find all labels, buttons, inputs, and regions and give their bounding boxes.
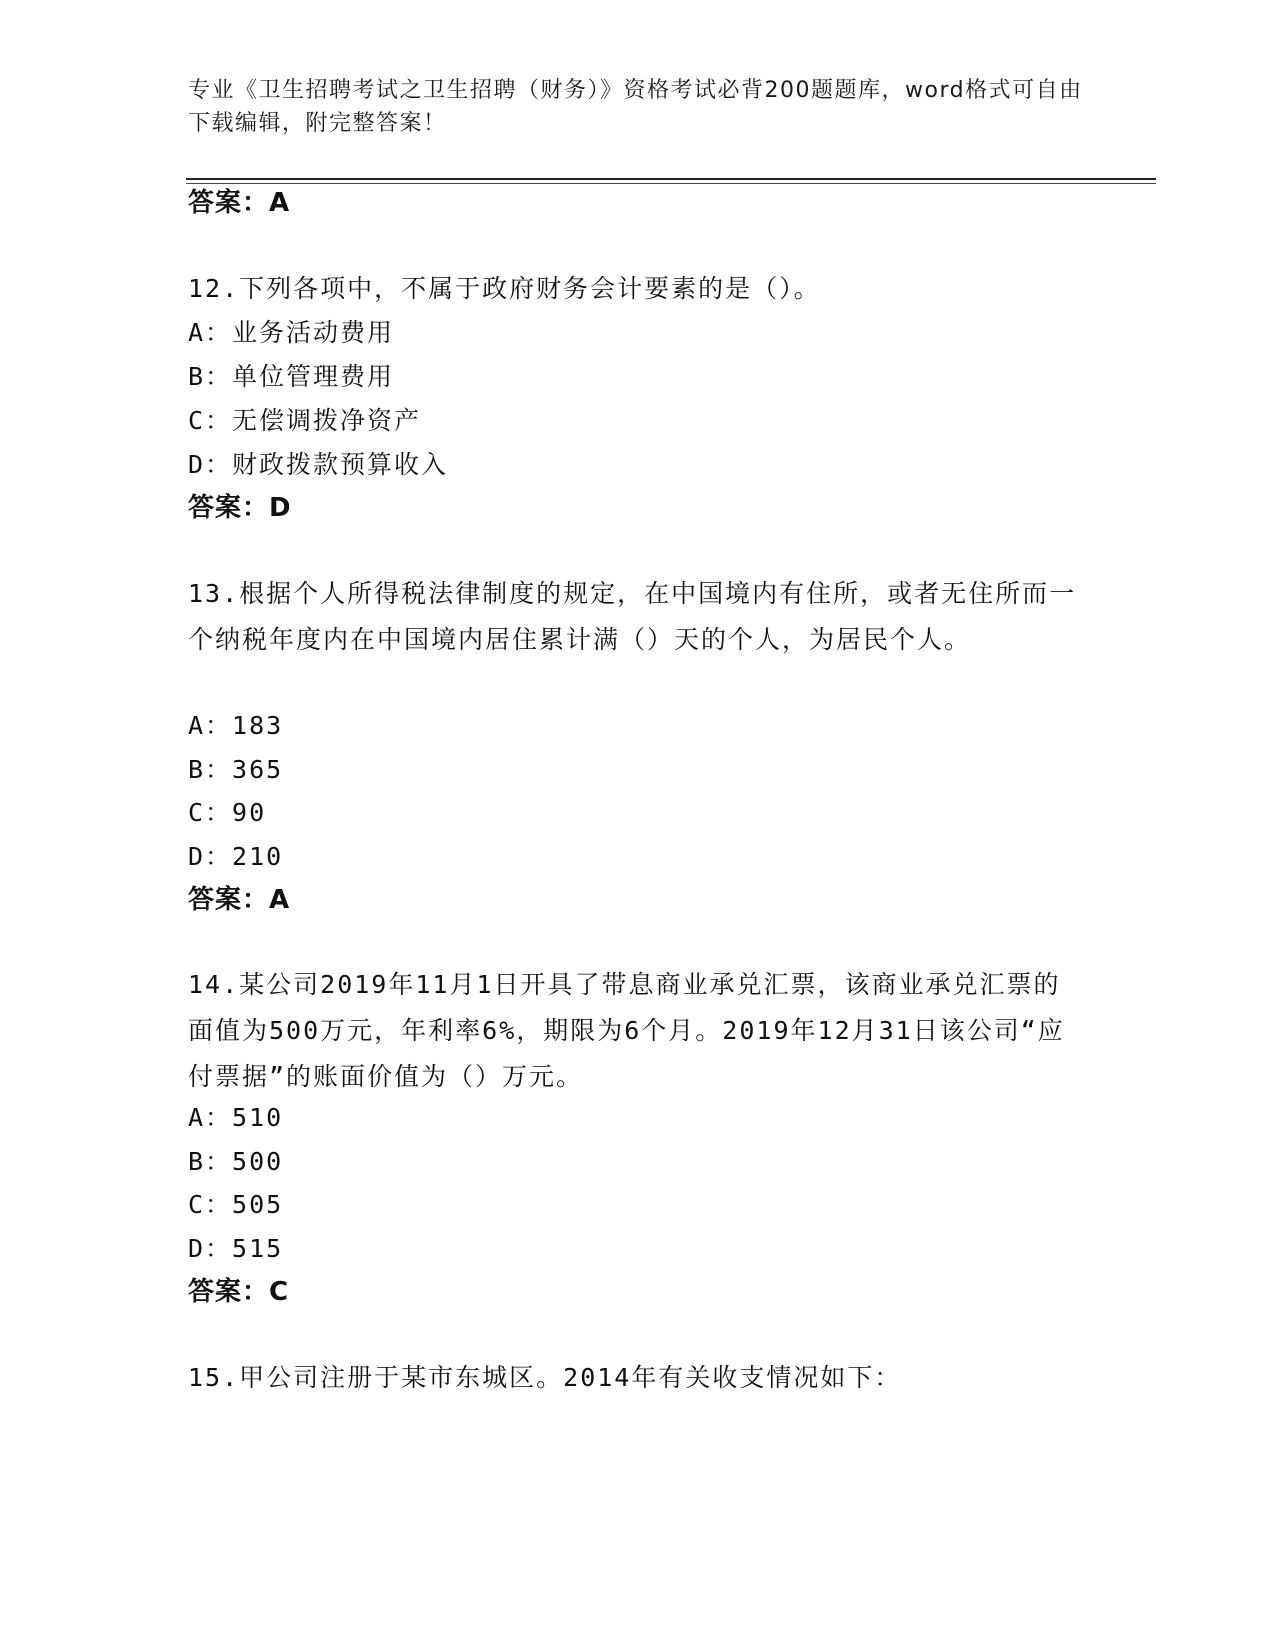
question-12-option-b: B：单位管理费用 [188,362,395,391]
question-14-option-a: A：510 [188,1103,284,1132]
question-14-option-c: C：505 [188,1190,284,1219]
answer-q13: 答案：A [188,885,291,915]
answer-q14: 答案：C [188,1277,290,1307]
question-13-option-b: B：365 [188,755,284,784]
question-12-stem: 12.下列各项中，不属于政府财务会计要素的是（）。 [188,274,821,303]
question-13-option-d: D：210 [188,842,284,871]
header-divider-thin [186,183,1156,184]
question-14-stem: 14.某公司2019年11月1日开具了带息商业承兑汇票，该商业承兑汇票的面值为500万元，年利率6%，期限为6个月。2019年12月31日该公司“应付票据”的账面价值为（）万元。 [188,970,1065,1091]
answer-q11: 答案：A [188,188,291,218]
question-13-option-c: C：90 [188,798,267,827]
question-13-option-a: A：183 [188,711,284,740]
document-header: 专业《卫生招聘考试之卫生招聘（财务）》资格考试必背200题题库，word格式可自由下载编辑，附完整答案！ [188,78,1083,136]
question-12-option-c: C：无偿调拨净资产 [188,406,422,435]
answer-q12: 答案：D [188,493,292,523]
question-14-option-b: B：500 [188,1147,284,1176]
question-12-option-a: A：业务活动费用 [188,318,395,347]
question-12-option-d: D：财政拨款预算收入 [188,450,449,479]
header-divider-thick [186,178,1156,180]
question-13-stem: 13.根据个人所得税法律制度的规定，在中国境内有住所，或者无住所而一个纳税年度内在中国境内居住累计满（）天的个人，为居民个人。 [188,579,1077,654]
question-14-option-d: D：515 [188,1234,284,1263]
question-15-stem: 15.甲公司注册于某市东城区。2014年有关收支情况如下： [188,1363,902,1392]
